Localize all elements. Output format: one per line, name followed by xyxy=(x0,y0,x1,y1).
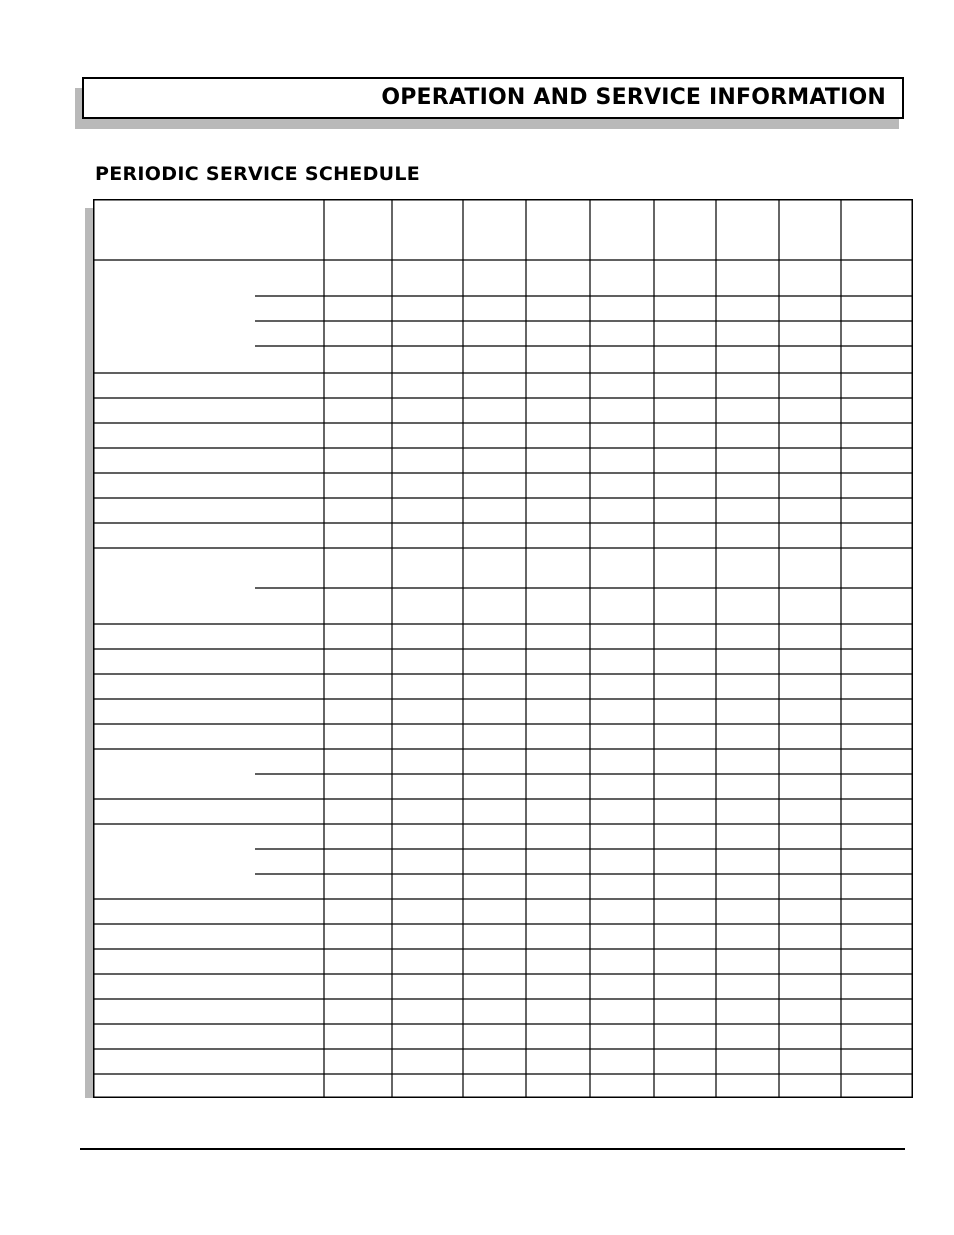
section-title: PERIODIC SERVICE SCHEDULE xyxy=(95,163,421,185)
footer-rule xyxy=(80,1148,905,1150)
header-banner xyxy=(82,77,904,119)
table-shadow xyxy=(85,208,93,1098)
page-header-title: OPERATION AND SERVICE INFORMATION xyxy=(381,85,886,110)
service-schedule-table xyxy=(93,199,913,1098)
